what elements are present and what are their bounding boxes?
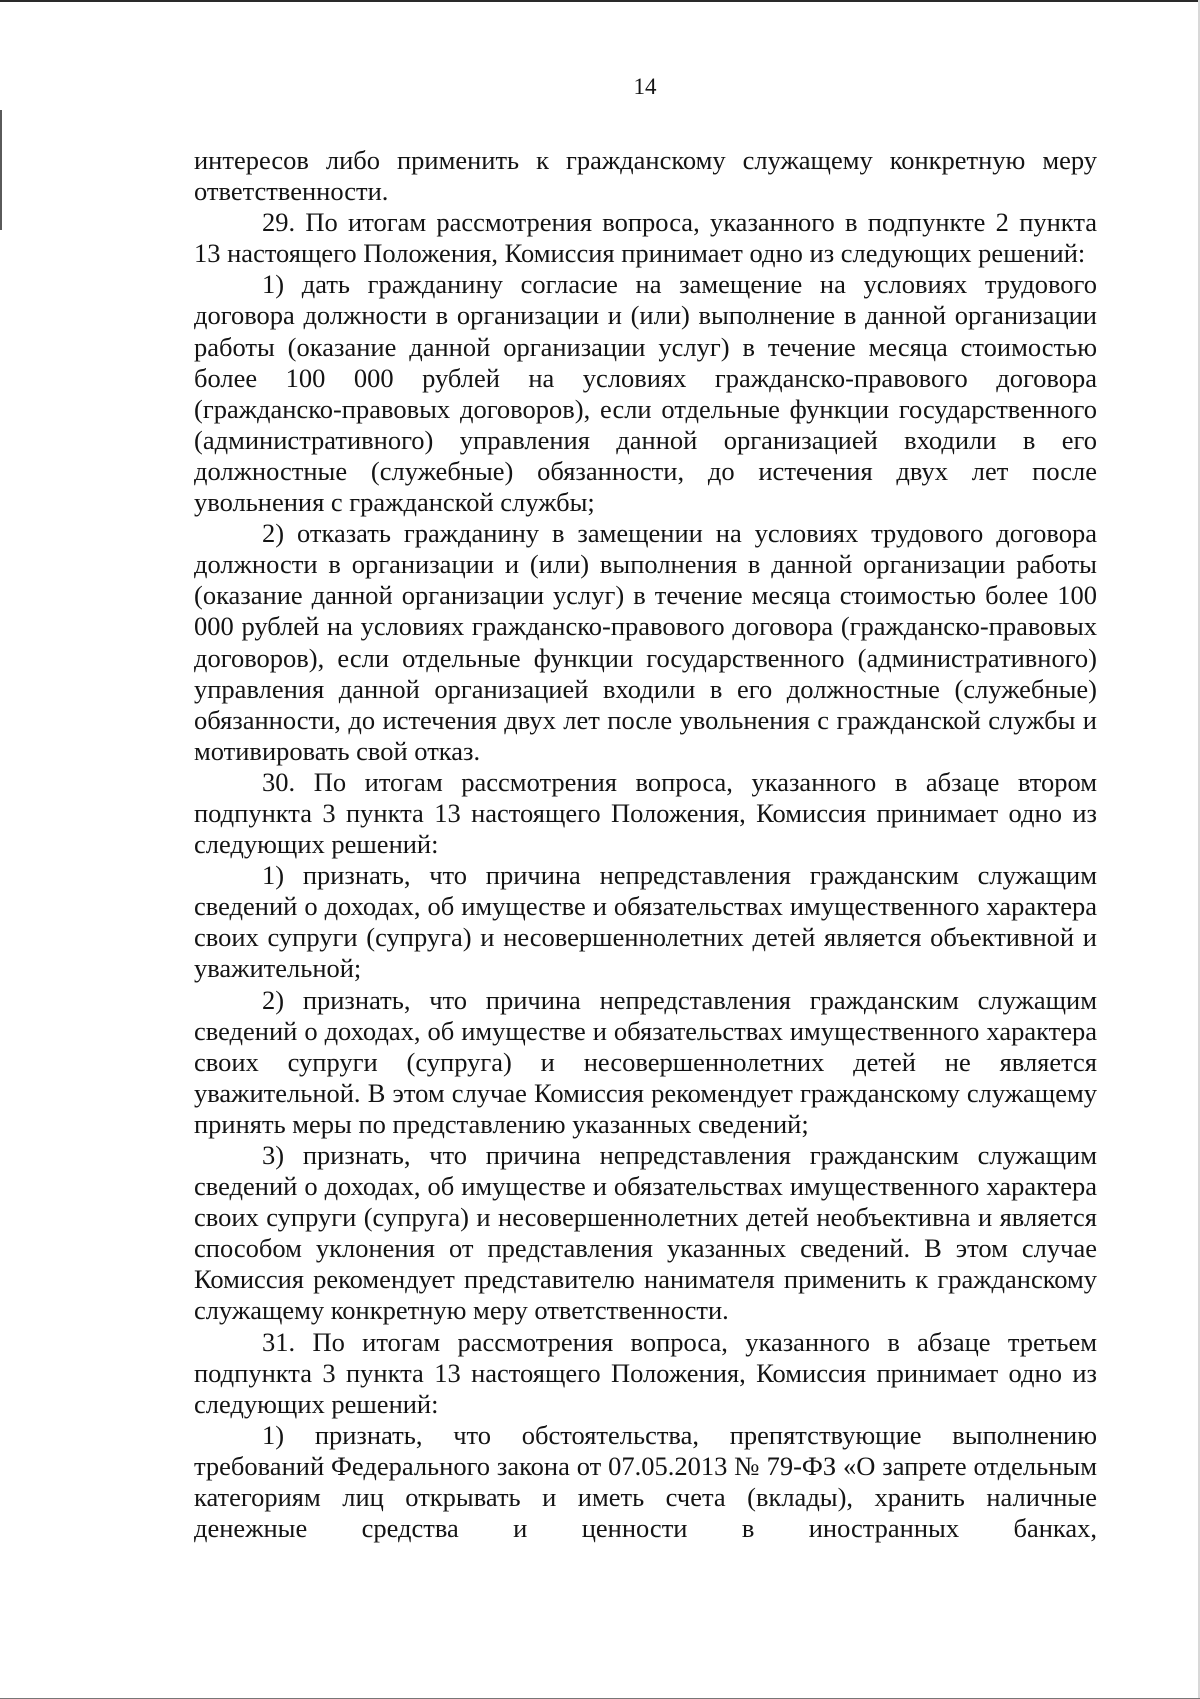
paragraph-item-30: 30. По итогам рассмотрения вопроса, указанного в абзаце втором подпункта 3 пункта 13 настоящего Положения, Комиссия принимает одно из следующих решений: [194,766,1097,860]
paragraph-item-30-3: 3) признать, что причина непредставления гражданским служащим сведений о доходах, об имуществе и обязательствах имущественного характера своих супруги (супруга) и несовершеннолетних детей необъективна и является способом уклонения от представления указанных сведений. В этом случае Комиссия рекомендует представителю нанимателя применить к гражданскому служащему конкретную меру ответственности. [194,1140,1097,1326]
paragraph-item-31: 31. По итогам рассмотрения вопроса, указанного в абзаце третьем подпункта 3 пункта 13 настоящего Положения, Комиссия принимает одно из следующих решений: [194,1326,1097,1419]
paragraph-item-31-1: 1) признать, что обстоятельства, препятствующие выполнению требований Федерального закона от 07.05.2013 № 79-ФЗ «О запрете отдельным категориям лиц открывать и иметь счета (вклады), хранить наличные денежные средства и ценности в иностранных банках, [194,1419,1097,1544]
page-number: 14 [633,74,657,99]
paragraph-item-29: 29. По итогам рассмотрения вопроса, указанного в подпункте 2 пункта 13 настоящего Положения, Комиссия принимает одно из следующих решений: [194,207,1097,269]
document-body [194,145,1097,1544]
paragraph-continuation: интересов либо применить к гражданскому служащему конкретную меру ответственности. [194,145,1097,207]
paragraph-item-29-1: 1) дать гражданину согласие на замещение на условиях трудового договора должности в организации и (или) выполнение в данной организации работы (оказание данной организации услуг) в течение месяца стоимостью более 100 000 рублей на условиях гражданско-правового договора (гражданско-правовых договоров), если отдельные функции государственного (административного) управления данной организацией входили в его должностные (служебные) обязанности, до истечения двух лет после увольнения с гражданской службы; [194,269,1097,518]
scan-left-edge [0,110,2,230]
paragraph-item-30-1: 1) признать, что причина непредставления гражданским служащим сведений о доходах, об имуществе и обязательствах имущественного характера своих супруги (супруга) и несовершеннолетних детей является объективной и уважительной; [194,860,1097,984]
paragraph-item-29-2: 2) отказать гражданину в замещении на условиях трудового договора должности в организации и (или) выполнения в данной организации работы (оказание данной организации услуг) в течение месяца стоимостью более 100 000 рублей на условиях гражданско-правового договора (гражданско-правовых договоров), если отдельные функции государственного (административного) управления данной организацией входили в его должностные (служебные) обязанности, до истечения двух лет после увольнения с гражданской службы и мотивировать свой отказ. [194,518,1097,766]
paragraph-item-30-2: 2) признать, что причина непредставления гражданским служащим сведений о доходах, об имуществе и обязательствах имущественного характера своих супруги (супруга) и несовершеннолетних детей не является уважительной. В этом случае Комиссия рекомендует гражданскому служащему принять меры по представлению указанных сведений; [194,984,1097,1139]
scan-top-edge [0,0,1200,2]
